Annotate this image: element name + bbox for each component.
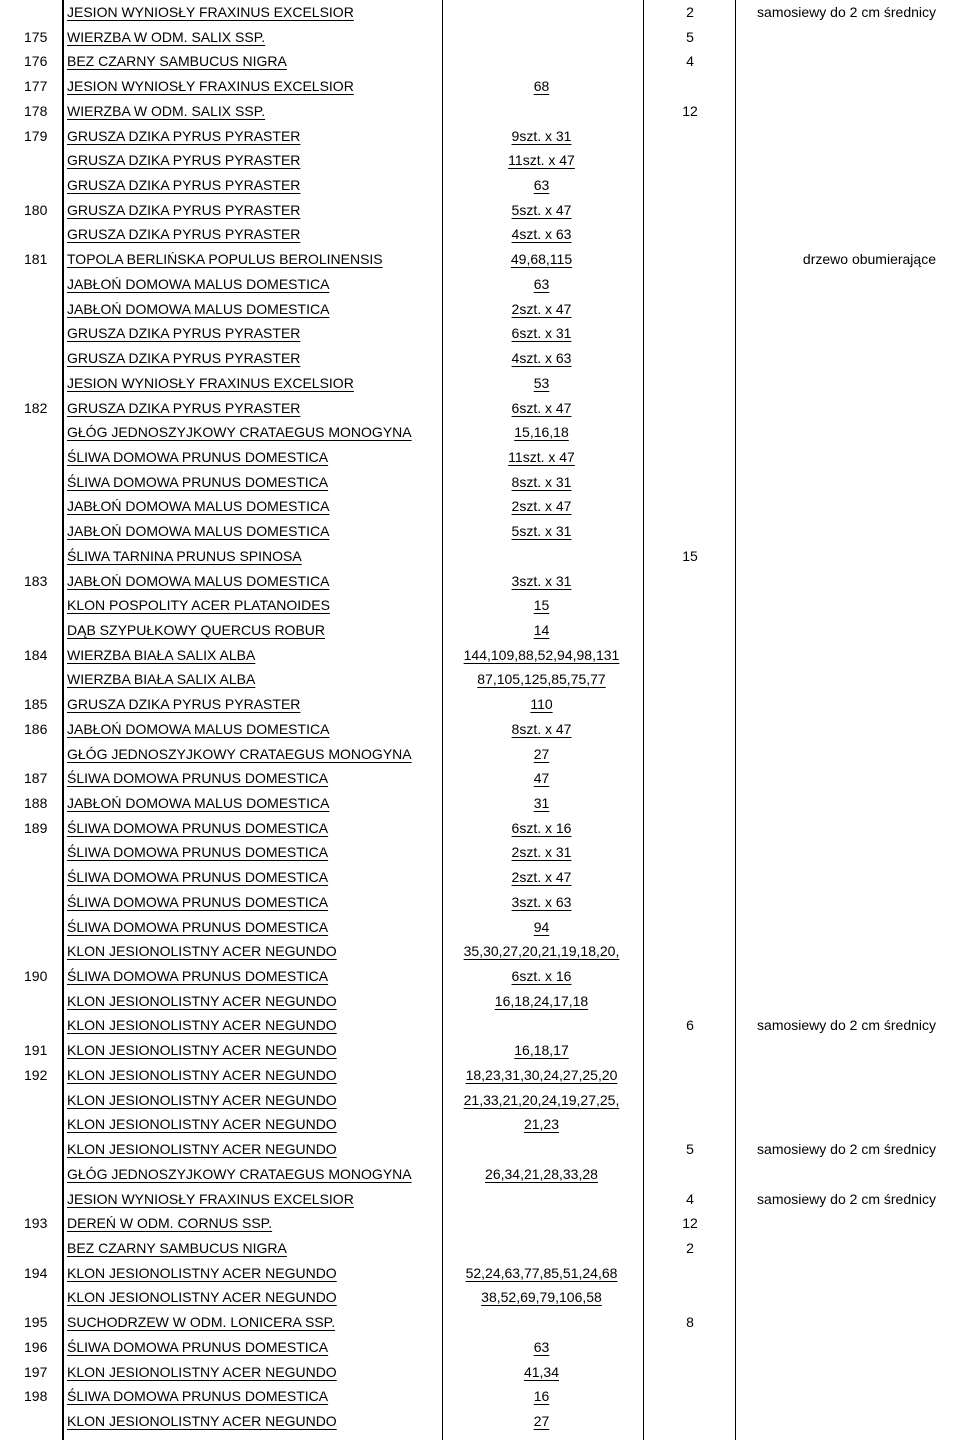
row-number: 183 xyxy=(24,572,48,589)
table-row xyxy=(0,544,960,569)
remarks: samosiewy do 2 cm średnicy xyxy=(757,4,936,20)
table-row xyxy=(0,297,960,322)
species-name: JESION WYNIOSŁY FRAXINUS EXCELSIOR xyxy=(67,374,354,391)
table-row xyxy=(0,198,960,223)
species-name: JABŁOŃ DOMOWA MALUS DOMESTICA xyxy=(67,795,330,811)
trunk-circumference: 5szt. x 47 xyxy=(511,201,572,218)
species-name: KLON JESIONOLISTNY ACER NEGUNDO xyxy=(67,1091,337,1108)
row-number: 184 xyxy=(24,646,48,663)
species-name: GŁÓG JEDNOSZYJKOWY CRATAEGUS MONOGYNA xyxy=(67,745,412,762)
row-number: 178 xyxy=(24,102,48,119)
row-number: 175 xyxy=(24,28,48,45)
row-number: 180 xyxy=(24,201,48,218)
row-number: 195 xyxy=(24,1314,48,1331)
trunk-circumference: 14 xyxy=(533,621,550,638)
table-row xyxy=(0,99,960,124)
table-row xyxy=(0,593,960,618)
table-row xyxy=(0,1137,960,1162)
table-row xyxy=(0,321,960,346)
species-name: ŚLIWA DOMOWA PRUNUS DOMESTICA xyxy=(67,893,329,910)
species-name: GRUSZA DZIKA PYRUS PYRASTER xyxy=(67,177,301,194)
trunk-circumference: 2szt. x 47 xyxy=(511,498,572,515)
species-name: WIERZBA W ODM. SALIX SSP. xyxy=(67,28,266,45)
table-row xyxy=(0,74,960,99)
species-name: KLON JESIONOLISTNY ACER NEGUNDO xyxy=(67,1116,337,1133)
remarks: samosiewy do 2 cm średnicy xyxy=(757,1017,936,1034)
row-number: 188 xyxy=(24,795,48,811)
trunk-circumference: 47 xyxy=(533,770,550,787)
species-name: KLON JESIONOLISTNY ACER NEGUNDO xyxy=(67,1017,337,1034)
trunk-circumference: 35,30,27,20,21,19,18,20, xyxy=(463,943,620,960)
row-number: 176 xyxy=(24,53,48,70)
species-name: KLON JESIONOLISTNY ACER NEGUNDO xyxy=(67,1412,337,1429)
table-row xyxy=(0,25,960,50)
trunk-circumference: 31 xyxy=(533,795,550,811)
table-row xyxy=(0,1384,960,1409)
trunk-circumference: 27 xyxy=(533,1412,550,1429)
table-row xyxy=(0,1088,960,1113)
table-row xyxy=(0,173,960,198)
row-number: 177 xyxy=(24,78,48,95)
trunk-circumference: 8szt. x 47 xyxy=(511,720,572,737)
trunk-circumference: 16,18,17 xyxy=(514,1042,569,1059)
trunk-circumference: 63 xyxy=(533,1338,550,1355)
table-row xyxy=(0,420,960,445)
species-name: KLON JESIONOLISTNY ACER NEGUNDO xyxy=(67,1289,337,1306)
table-row xyxy=(0,494,960,519)
table-row xyxy=(0,148,960,173)
trunk-circumference: 15,16,18 xyxy=(514,424,569,441)
trunk-circumference: 27 xyxy=(533,745,550,762)
trunk-circumference: 63 xyxy=(533,275,550,292)
species-name: ŚLIWA TARNINA PRUNUS SPINOSA xyxy=(67,547,302,564)
species-name: JABŁOŃ DOMOWA MALUS DOMESTICA xyxy=(67,498,330,515)
species-name: DĄB SZYPUŁKOWY QUERCUS ROBUR xyxy=(67,621,326,638)
shrub-area: 5 xyxy=(686,1141,694,1158)
species-name: BEZ CZARNY SAMBUCUS NIGRA xyxy=(67,53,287,70)
trunk-circumference: 16,18,24,17,18 xyxy=(494,992,589,1009)
trunk-circumference: 53 xyxy=(533,374,550,391)
trunk-circumference: 3szt. x 31 xyxy=(511,572,572,589)
table-row xyxy=(0,890,960,915)
table-row xyxy=(0,1360,960,1385)
table-row xyxy=(0,915,960,940)
species-name: JESION WYNIOSŁY FRAXINUS EXCELSIOR xyxy=(67,4,354,20)
trunk-circumference: 8szt. x 31 xyxy=(511,473,572,490)
trunk-circumference: 6szt. x 31 xyxy=(511,325,572,342)
species-name: DEREŃ W ODM. CORNUS SSP. xyxy=(67,1215,273,1232)
table-row xyxy=(0,964,960,989)
species-name: KLON JESIONOLISTNY ACER NEGUNDO xyxy=(67,1264,337,1281)
species-name: BEZ CZARNY SAMBUCUS NIGRA xyxy=(67,1239,287,1256)
species-name: TOPOLA BERLIŃSKA POPULUS BEROLINENSIS xyxy=(67,251,383,268)
table-row xyxy=(0,222,960,247)
species-name: JABŁOŃ DOMOWA MALUS DOMESTICA xyxy=(67,300,330,317)
row-number: 197 xyxy=(24,1363,48,1380)
trunk-circumference: 11szt. x 47 xyxy=(508,448,575,465)
species-name: ŚLIWA DOMOWA PRUNUS DOMESTICA xyxy=(67,448,329,465)
table-row xyxy=(0,1409,960,1434)
table-row xyxy=(0,1261,960,1286)
table-row xyxy=(0,569,960,594)
row-number: 179 xyxy=(24,127,48,144)
table-row xyxy=(0,667,960,692)
species-name: KLON JESIONOLISTNY ACER NEGUNDO xyxy=(67,943,337,960)
trunk-circumference: 5szt. x 31 xyxy=(511,523,572,540)
table-row xyxy=(0,717,960,742)
species-name: GRUSZA DZIKA PYRUS PYRASTER xyxy=(67,201,301,218)
table-row xyxy=(0,791,960,816)
table-row xyxy=(0,49,960,74)
table-row xyxy=(0,989,960,1014)
shrub-area: 12 xyxy=(682,1215,698,1232)
table-row xyxy=(0,1187,960,1212)
species-name: ŚLIWA DOMOWA PRUNUS DOMESTICA xyxy=(67,1338,329,1355)
species-name: GŁÓG JEDNOSZYJKOWY CRATAEGUS MONOGYNA xyxy=(67,1165,412,1182)
remarks: samosiewy do 2 cm średnicy xyxy=(757,1190,936,1207)
species-name: KLON JESIONOLISTNY ACER NEGUNDO xyxy=(67,1042,337,1059)
species-name: ŚLIWA DOMOWA PRUNUS DOMESTICA xyxy=(67,1388,329,1405)
table-row xyxy=(0,939,960,964)
species-name: JABŁOŃ DOMOWA MALUS DOMESTICA xyxy=(67,720,330,737)
row-number: 192 xyxy=(24,1066,48,1083)
species-name: GRUSZA DZIKA PYRUS PYRASTER xyxy=(67,226,301,243)
row-number: 185 xyxy=(24,696,48,713)
species-name: ŚLIWA DOMOWA PRUNUS DOMESTICA xyxy=(67,819,329,836)
trunk-circumference: 6szt. x 16 xyxy=(511,819,572,836)
row-number: 191 xyxy=(24,1042,48,1059)
species-name: ŚLIWA DOMOWA PRUNUS DOMESTICA xyxy=(67,770,329,787)
trunk-circumference: 4szt. x 63 xyxy=(511,350,572,367)
table-row xyxy=(0,816,960,841)
trunk-circumference: 6szt. x 16 xyxy=(511,968,572,985)
table-row xyxy=(0,1038,960,1063)
trunk-circumference: 87,105,125,85,75,77 xyxy=(477,671,606,688)
species-name: KLON POSPOLITY ACER PLATANOIDES xyxy=(67,597,330,614)
shrub-area: 4 xyxy=(686,53,694,70)
trunk-circumference: 68 xyxy=(533,78,550,95)
trunk-circumference: 41,34 xyxy=(523,1363,560,1380)
table-row xyxy=(0,1211,960,1236)
table-row xyxy=(0,766,960,791)
species-name: ŚLIWA DOMOWA PRUNUS DOMESTICA xyxy=(67,918,329,935)
species-name: SUCHODRZEW W ODM. LONICERA SSP. xyxy=(67,1314,336,1331)
table-row xyxy=(0,272,960,297)
trunk-circumference: 2szt. x 47 xyxy=(511,300,572,317)
species-name: KLON JESIONOLISTNY ACER NEGUNDO xyxy=(67,992,337,1009)
row-number: 194 xyxy=(24,1264,48,1281)
row-number: 196 xyxy=(24,1338,48,1355)
row-number: 190 xyxy=(24,968,48,985)
shrub-area: 2 xyxy=(686,1239,694,1256)
trunk-circumference: 49,68,115 xyxy=(510,251,573,268)
trunk-circumference: 63 xyxy=(533,177,550,194)
species-name: GRUSZA DZIKA PYRUS PYRASTER xyxy=(67,325,301,342)
table-row xyxy=(0,445,960,470)
species-name: JESION WYNIOSŁY FRAXINUS EXCELSIOR xyxy=(67,78,354,95)
shrub-area: 8 xyxy=(686,1314,694,1331)
table-row xyxy=(0,396,960,421)
trunk-circumference: 15 xyxy=(533,597,550,614)
row-number: 187 xyxy=(24,770,48,787)
species-name: KLON JESIONOLISTNY ACER NEGUNDO xyxy=(67,1141,337,1158)
shrub-area: 4 xyxy=(686,1190,694,1207)
table-row xyxy=(0,618,960,643)
species-name: WIERZBA BIAŁA SALIX ALBA xyxy=(67,671,256,688)
trunk-circumference: 52,24,63,77,85,51,24,68 xyxy=(465,1264,618,1281)
trunk-circumference: 9szt. x 31 xyxy=(511,127,572,144)
species-name: ŚLIWA DOMOWA PRUNUS DOMESTICA xyxy=(67,968,329,985)
row-number: 193 xyxy=(24,1215,48,1232)
table-row xyxy=(0,470,960,495)
species-name: JABŁOŃ DOMOWA MALUS DOMESTICA xyxy=(67,572,330,589)
trunk-circumference: 4szt. x 63 xyxy=(511,226,572,243)
species-name: ŚLIWA DOMOWA PRUNUS DOMESTICA xyxy=(67,844,329,861)
table-row xyxy=(0,519,960,544)
table-row xyxy=(0,742,960,767)
species-name: GRUSZA DZIKA PYRUS PYRASTER xyxy=(67,350,301,367)
table-row xyxy=(0,346,960,371)
trunk-circumference: 144,109,88,52,94,98,131 xyxy=(463,646,620,663)
shrub-area: 6 xyxy=(686,1017,694,1034)
table-row xyxy=(0,865,960,890)
trunk-circumference: 6szt. x 47 xyxy=(511,399,572,416)
species-name: GRUSZA DZIKA PYRUS PYRASTER xyxy=(67,152,301,169)
table-row xyxy=(0,124,960,149)
trunk-circumference: 38,52,69,79,106,58 xyxy=(481,1289,602,1306)
table-row xyxy=(0,840,960,865)
trunk-circumference: 2szt. x 31 xyxy=(511,844,572,861)
trunk-circumference: 11szt. x 47 xyxy=(508,152,575,169)
row-number: 198 xyxy=(24,1388,48,1405)
table-row xyxy=(0,1162,960,1187)
remarks: drzewo obumierające xyxy=(802,251,936,268)
species-name: GRUSZA DZIKA PYRUS PYRASTER xyxy=(67,127,301,144)
species-name: WIERZBA BIAŁA SALIX ALBA xyxy=(67,646,256,663)
table-row xyxy=(0,643,960,668)
row-number: 182 xyxy=(24,399,48,416)
table-row xyxy=(0,1063,960,1088)
shrub-area: 2 xyxy=(686,4,694,20)
table-row xyxy=(0,0,960,25)
species-name: GRUSZA DZIKA PYRUS PYRASTER xyxy=(67,399,301,416)
species-name: JESION WYNIOSŁY FRAXINUS EXCELSIOR xyxy=(67,1190,354,1207)
shrub-area: 5 xyxy=(686,28,694,45)
species-name: JABŁOŃ DOMOWA MALUS DOMESTICA xyxy=(67,523,330,540)
trunk-circumference: 94 xyxy=(533,918,550,935)
table-row xyxy=(0,1013,960,1038)
shrub-area: 12 xyxy=(682,102,698,119)
trunk-circumference: 16 xyxy=(533,1388,550,1405)
table-row xyxy=(0,371,960,396)
trunk-circumference: 3szt. x 63 xyxy=(511,893,572,910)
table-row xyxy=(0,692,960,717)
row-number: 186 xyxy=(24,720,48,737)
table-row xyxy=(0,1285,960,1310)
table-row xyxy=(0,1112,960,1137)
species-name: GRUSZA DZIKA PYRUS PYRASTER xyxy=(67,696,301,713)
species-name: KLON JESIONOLISTNY ACER NEGUNDO xyxy=(67,1066,337,1083)
trunk-circumference: 2szt. x 47 xyxy=(511,869,572,886)
remarks: samosiewy do 2 cm średnicy xyxy=(757,1141,936,1158)
trunk-circumference: 21,33,21,20,24,19,27,25, xyxy=(463,1091,620,1108)
trunk-circumference: 110 xyxy=(530,696,553,713)
trunk-circumference: 18,23,31,30,24,27,25,20 xyxy=(465,1066,618,1083)
table-row xyxy=(0,1335,960,1360)
table-row xyxy=(0,1236,960,1261)
trunk-circumference: 26,34,21,28,33,28 xyxy=(485,1165,598,1182)
species-name: ŚLIWA DOMOWA PRUNUS DOMESTICA xyxy=(67,869,329,886)
species-name: JABŁOŃ DOMOWA MALUS DOMESTICA xyxy=(67,275,330,292)
shrub-area: 15 xyxy=(682,547,698,564)
species-name: KLON JESIONOLISTNY ACER NEGUNDO xyxy=(67,1363,337,1380)
species-name: ŚLIWA DOMOWA PRUNUS DOMESTICA xyxy=(67,473,329,490)
species-name: WIERZBA W ODM. SALIX SSP. xyxy=(67,102,266,119)
species-name: GŁÓG JEDNOSZYJKOWY CRATAEGUS MONOGYNA xyxy=(67,424,412,441)
trunk-circumference: 21,23 xyxy=(523,1116,560,1133)
table-row xyxy=(0,1310,960,1335)
row-number: 189 xyxy=(24,819,48,836)
table-row xyxy=(0,247,960,272)
row-number: 181 xyxy=(24,251,48,268)
